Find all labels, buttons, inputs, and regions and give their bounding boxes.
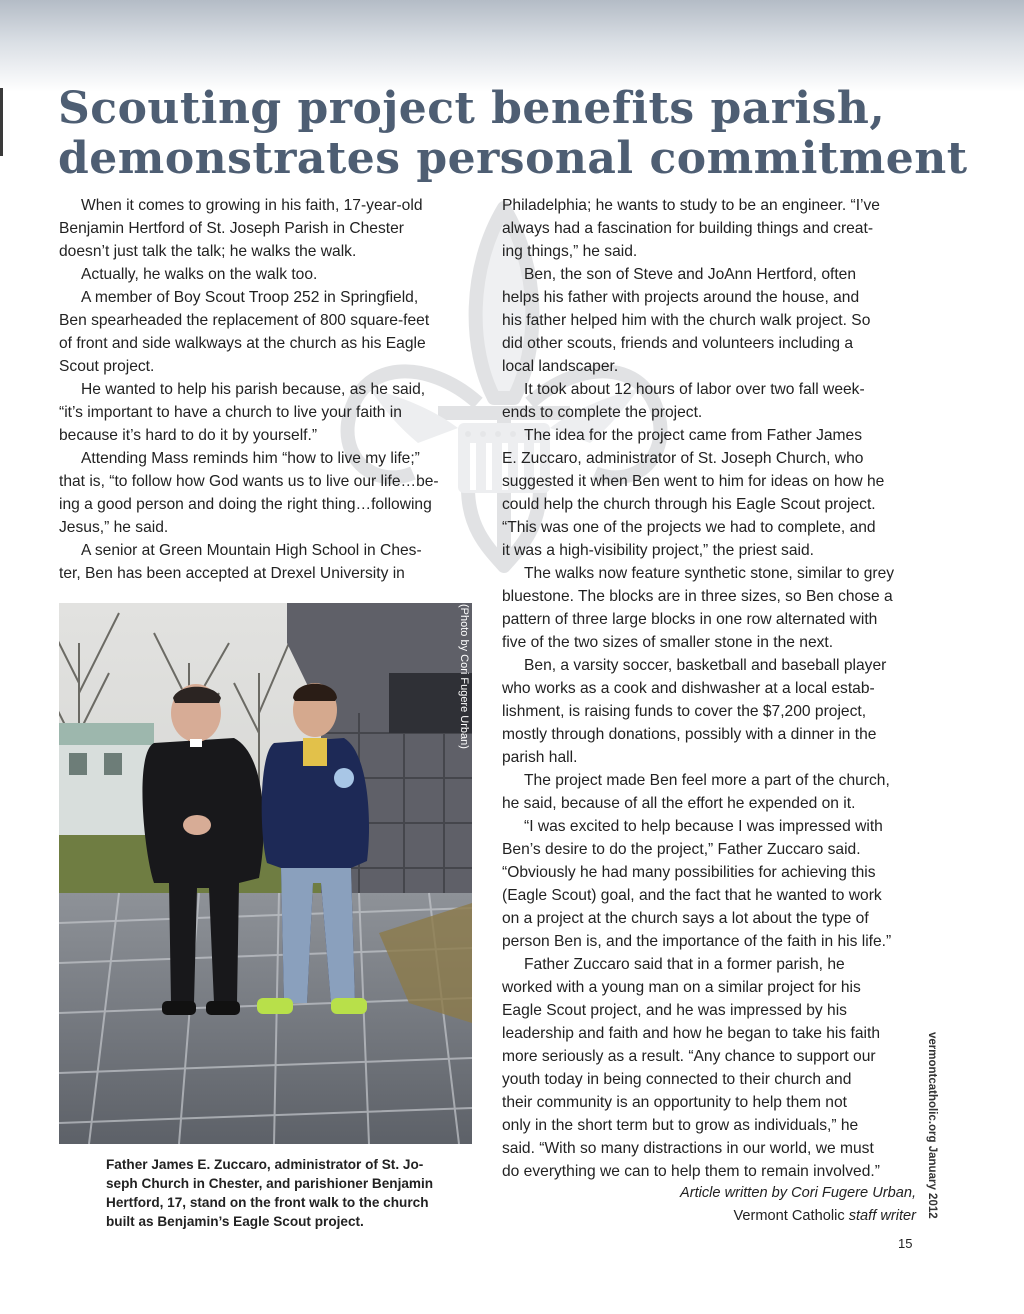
article-line: doesn’t just talk the talk; he walks the walk. <box>59 243 357 260</box>
article-line: The project made Ben feel more a part of the church, <box>524 772 890 789</box>
article-line: of front and side walkways at the church as his Eagle <box>59 335 426 352</box>
article-column-right <box>502 194 922 1183</box>
article-line: could help the church through his Eagle Scout project. <box>502 496 876 513</box>
article-line: it was a high-visibility project,” the priest said. <box>502 542 814 559</box>
article-line: on a project at the church says a lot about the type of <box>502 910 869 927</box>
article-line: said. “With so many distractions in our world, we must <box>502 1140 874 1157</box>
article-line: Eagle Scout project, and he was impressed by his <box>502 1002 847 1019</box>
article-line: E. Zuccaro, administrator of St. Joseph Church, who <box>502 450 864 467</box>
article-line: mostly through donations, possibly with a dinner in the <box>502 726 877 743</box>
article-line: Attending Mass reminds him “how to live my life;” <box>81 450 420 467</box>
article-line: because it’s hard to do it by yourself.” <box>59 427 318 444</box>
article-line: Father Zuccaro said that in a former parish, he <box>524 956 845 973</box>
article-line: that is, “to follow how God wants us to live our life…be- <box>59 473 439 490</box>
article-line: He wanted to help his parish because, as he said, <box>81 381 426 398</box>
caption-line: seph Church in Chester, and parishioner Benjamin <box>106 1176 434 1191</box>
article-line: (Eagle Scout) goal, and the fact that he wanted to work <box>502 887 882 904</box>
article-line: ing things,” he said. <box>502 243 638 260</box>
article-line: bluestone. The blocks are in three sizes, so Ben chose a <box>502 588 893 605</box>
article-line: The walks now feature synthetic stone, similar to grey <box>524 565 895 582</box>
article-line: “it’s important to have a church to live your faith in <box>59 404 402 421</box>
photo-priest-and-scout <box>59 603 472 1144</box>
article-line: pattern of three large blocks in one row alternated with <box>502 611 878 628</box>
article-line: person Ben is, and the importance of the faith in his life.” <box>502 933 892 950</box>
article-line: their community is an opportunity to help them not <box>502 1094 847 1111</box>
headline-line-1: Scouting project benefits parish, <box>58 83 886 134</box>
article-line: helps his father with projects around the house, and <box>502 289 860 306</box>
page-number: 15 <box>898 1236 913 1251</box>
article-line: ter, Ben has been accepted at Drexel University in <box>59 565 405 582</box>
side-footer-text: vermontcatholic.org January 2012 <box>926 1032 938 1219</box>
article-line: “This was one of the projects we had to complete, and <box>502 519 876 536</box>
caption-line: Hertford, 17, stand on the front walk to the church <box>106 1195 429 1210</box>
article-line: who works as a cook and dishwasher at a local estab- <box>502 680 875 697</box>
byline-role: staff writer <box>848 1208 916 1224</box>
article-line: “I was excited to help because I was impressed with <box>524 818 883 835</box>
article-line: five of the two sizes of smaller stone in the next. <box>502 634 834 651</box>
photo-caption <box>106 1155 472 1231</box>
article-column-left <box>59 194 479 585</box>
article-line: Ben, a varsity soccer, basketball and baseball player <box>524 657 887 674</box>
article-line: The idea for the project came from Father James <box>524 427 863 444</box>
byline-org: Vermont Catholic <box>733 1208 845 1224</box>
headline <box>58 83 968 184</box>
article-line: his father helped him with the church walk project. So <box>502 312 871 329</box>
article-line: ing a good person and doing the right thing…following <box>59 496 432 513</box>
article-line: It took about 12 hours of labor over two fall week- <box>524 381 865 398</box>
article-line: Philadelphia; he wants to study to be an engineer. “I’ve <box>502 197 880 214</box>
article-line: Jesus,” he said. <box>59 519 169 536</box>
header-gradient-band <box>0 0 1024 92</box>
byline-role-line <box>580 1205 916 1228</box>
article-line: Ben spearheaded the replacement of 800 square-feet <box>59 312 430 329</box>
article-line: more seriously as a result. “Any chance to support our <box>502 1048 876 1065</box>
headline-line-2: demonstrates personal commitment <box>58 133 968 184</box>
article-line: Benjamin Hertford of St. Joseph Parish in Chester <box>59 220 404 237</box>
article-line: he said, because of all the effort he expended on it. <box>502 795 856 812</box>
article-line: When it comes to growing in his faith, 17-year-old <box>81 197 423 214</box>
article-line: parish hall. <box>502 749 578 766</box>
article-line: Ben, the son of Steve and JoAnn Hertford, often <box>524 266 857 283</box>
article-byline <box>580 1182 916 1228</box>
caption-line: Father James E. Zuccaro, administrator of St. Jo- <box>106 1157 424 1172</box>
caption-line: built as Benjamin’s Eagle Scout project. <box>106 1214 364 1229</box>
article-line: worked with a young man on a similar project for his <box>502 979 861 996</box>
article-line: always had a fascination for building things and creat- <box>502 220 874 237</box>
page-edge-mark <box>0 88 3 156</box>
article-line: suggested it when Ben went to him for ideas on how he <box>502 473 885 490</box>
article-line: leadership and faith and how he began to take his faith <box>502 1025 880 1042</box>
article-line: A member of Boy Scout Troop 252 in Springfield, <box>81 289 419 306</box>
article-line: Actually, he walks on the walk too. <box>81 266 318 283</box>
article-line: ends to complete the project. <box>502 404 703 421</box>
article-line: do everything we can to help them to remain involved.” <box>502 1163 880 1180</box>
byline-author: Article written by Cori Fugere Urban, <box>679 1185 916 1201</box>
article-line: Ben’s desire to do the project,” Father Zuccaro said. <box>502 841 861 858</box>
photo-credit: (Photo by Cori Fugere Urban) <box>458 604 470 749</box>
article-line: Scout project. <box>59 358 155 375</box>
article-line: youth today in being connected to their church and <box>502 1071 852 1088</box>
article-line: did other scouts, friends and volunteers including a <box>502 335 854 352</box>
article-line: lishment, is raising funds to cover the $7,200 project, <box>502 703 867 720</box>
article-line: “Obviously he had many possibilities for achieving this <box>502 864 876 881</box>
article-line: A senior at Green Mountain High School in Ches- <box>81 542 422 559</box>
article-line: local landscaper. <box>502 358 619 375</box>
article-line: only in the short term but to grow as individuals,” he <box>502 1117 859 1134</box>
